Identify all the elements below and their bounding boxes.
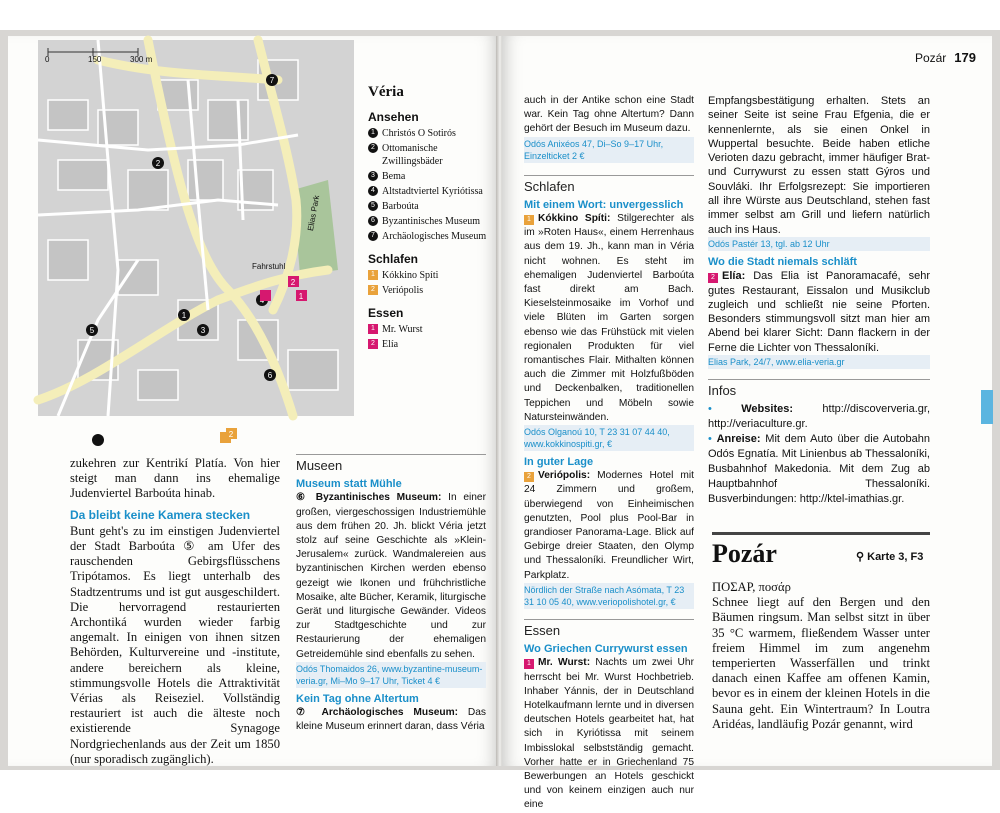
legend-item: 1 Christós O Sotirós: [368, 127, 498, 140]
address-line: Odós Thomaidos 26, www.byzantine-museum-veria.gr, Mi–Mo 9–17 Uhr, Ticket 4 €: [296, 662, 486, 688]
legend-item: 4 Altstadtviertel Kyriótissa: [368, 185, 498, 198]
paragraph: Schnee liegt auf den Bergen und den Bäumen ringsum. Man selbst sitzt in über 35 °C warmem, fließendem Wasser unter freiem Himmel im zum angenehm temperierten Wasserfällen und trinkt danach einen Kaffee am offenen Kamin, bevor es in einem der kleinen Hotels in die Sauna geht. Ein Wintertraum? In Loutra Aridéas, landläufig Pozár genannt, wird: [712, 595, 930, 731]
section-title: Museen: [296, 454, 486, 473]
svg-text:6: 6: [267, 371, 273, 380]
info-anreise: • Anreise: Mit dem Auto über die Autobahn Odós Egnatía. Mit Linienbus ab Thessaloníki, Busbahnhof Makedonia. Mit dem Zug ab Hauptbahnhof Thessaloníki. Busverbindungen: http://ktel-imathias.gr.: [708, 433, 931, 506]
section-title: Essen: [524, 619, 694, 638]
map-label-park: Elias Park: [306, 194, 322, 232]
subheading: Kein Tag ohne Altertum: [296, 692, 419, 705]
svg-text:2: 2: [290, 278, 296, 287]
right-page: [502, 36, 992, 811]
map-label-fahrstuhl: Fahrstuhl: [252, 262, 286, 271]
page-number: 179: [954, 50, 976, 65]
page-header: [915, 50, 976, 65]
left-body-text: [70, 456, 280, 767]
svg-text:3: 3: [200, 326, 206, 335]
pin-icon: ⚲: [856, 551, 868, 563]
legend-title: Véria: [368, 84, 404, 100]
entry-text: 2 Elía: Das Elia ist Panoramacafé, sehr gutes Restaurant, Eissalon und Musikclub zugleich und schließt nie seine Pforten. Besonders stimmungsvoll sitzt man hier am Abend bei klarer Sicht: Dann flackern in der Ferne die Lichter von Thessaloníki.: [708, 270, 930, 354]
info-websites: • Websites: http://discoververia.gr, http://veriaculture.gr.: [708, 403, 931, 431]
pozar-rule: [712, 532, 930, 535]
svg-text:2: 2: [228, 430, 234, 439]
address-line: Odós Anixéos 47, Di–So 9–17 Uhr, Einzelticket 2 €: [524, 137, 694, 163]
svg-text:5: 5: [89, 326, 95, 335]
header-place: Pozár: [914, 51, 947, 65]
paragraph: Bunt geht's zu im einstigen Judenviertel der Stadt Barboúta ⑤ am Ufer des rauschenden Gebirgsflüsschens Tripótamos. Es liegt unterhalb des Stadtzentrums und ist gut ausgeschildert. Die hervorragend restaurierten Archontiká wurden wieder farbig angemalt. In einigen von ihnen sitzen Behörden, Kulturvereine und -institute, andere bereichern als kleine, stimmungsvolle Hotels die Attraktivität Vérias als Reiseziel. Vollständig restauriert ist auch die älteste noch existierende Synagoge Nordgriechenlands aus der Zeit um 1850 (nur sporadisch zugänglich).: [70, 523, 280, 766]
legend-item: 1 Kókkino Spíti: [368, 269, 498, 282]
entry-text: auch in der Antike schon eine Stadt war. Kein Tag ohne Altertum? Dann gehört der Besuch im Museum dazu.: [524, 95, 694, 135]
address-line: Nördlich der Straße nach Asómata, T 23 31 10 05 40, www.veriopolishotel.gr, €: [524, 583, 694, 609]
section-title: Infos: [708, 379, 930, 398]
subheading: Mit einem Wort: unvergesslich: [524, 198, 684, 211]
svg-text:1: 1: [181, 311, 187, 320]
subheading: Wo Griechen Currywurst essen: [524, 643, 688, 656]
map-scale-end: 300 m: [130, 55, 153, 64]
entry-text: 1 Kókkino Spíti: Stilgerechter als im »Roten Haus«, einem Herrenhaus aus dem 19. Jh., kann man in Véria nicht wohnen. Es steht im ehemaligen Judenviertel Barboúta fast direkt am Bach. Kieselsteinmosaike im Vorhof und viele Blüten im Garten sorgen ebenso wie das Frühstück mit vielen regionalen Produkten für viel romantisches Flair. Mithalten können auch die Zimmer mit Holzfußböden und Deckenbalken, traditionellen Teppichen und Möbeln sowie Natursteinwänden.: [524, 213, 694, 423]
map-reference: ⚲ Karte 3, F3: [856, 551, 924, 563]
subheading: Museum statt Mühle: [296, 478, 402, 491]
address-line: Odós Pastér 13, tgl. ab 12 Uhr: [708, 237, 930, 251]
map-legend: [368, 86, 498, 353]
legend-item: 1 Mr. Wurst: [368, 323, 498, 336]
map-scale-mid: 150: [88, 55, 102, 64]
legend-item: 7 Archäologisches Museum: [368, 230, 498, 243]
right-column-1: [524, 94, 694, 813]
entry-text: Empfangsbestätigung erhalten. Stets an seiner Seite ist seine Frau Efgenia, die er kennenlernte, als sie einen Onkel in Wuppertal besuchte. Beide haben etliche Verioten dazu gebracht, immer häufiger Brat- und Currywurst zu essen statt Gýros und Souvláki. Ihr Erfolgsrezept: Sie importieren all ihre Würste aus Deutschland, stehen fast immer selbst am Grill und liefern natürlich auch ins Haus.: [708, 95, 930, 236]
left-page: [8, 36, 498, 766]
entry-text: ⑦ Archäologisches Museum: Das kleine Museum erinnert daran, dass Véria: [296, 707, 486, 733]
legend-item: 2 Veriópolis: [368, 284, 498, 297]
right-column-2: [708, 94, 930, 507]
paragraph: zukehren zur Kentrikí Platía. Von hier steigt man dann ins ehemalige Judenviertel Barboúta hinab.: [70, 456, 280, 501]
entry-text: 2 Veriópolis: Modernes Hotel mit 24 Zimmern und großem, überwiegend von Einheimischen genutzten, Pool plus Pool-Bar in grandioser Panorama-Lage. Blick auf Gebirge dreier Staaten, den Olymp und Thessaloníki. Freundlicher Wirt, Parkplatz.: [524, 470, 694, 581]
legend-item: 3 Bema: [368, 170, 498, 183]
legend-item: 6 Byzantinisches Museum: [368, 215, 498, 228]
subheading: Da bleibt keine Kamera stecken: [70, 507, 251, 522]
legend-item: 5 Barboúta: [368, 200, 498, 213]
legend-item: 2 Ottomanische Zwillingsbäder: [368, 142, 498, 168]
museen-box: [296, 454, 486, 734]
address-line: Elias Park, 24/7, www.elia-veria.gr: [708, 355, 930, 369]
greek-name: ΠΟΣΑΡ, ποσάρ: [712, 580, 791, 594]
legend-item: 2 Elía: [368, 338, 498, 351]
svg-text:7: 7: [269, 76, 275, 85]
subheading: In guter Lage: [524, 456, 594, 469]
map-scale-zero: 0: [45, 55, 50, 64]
legend-essen-heading: Essen: [368, 306, 404, 320]
section-title: Schlafen: [524, 175, 694, 194]
legend-schlafen-heading: Schlafen: [368, 252, 419, 266]
city-map[interactable]: [38, 40, 354, 439]
thumb-tab: [981, 390, 993, 424]
pozar-title: Pozár: [712, 539, 777, 568]
pozar-body-text: [712, 580, 930, 732]
svg-text:2: 2: [155, 159, 161, 168]
subheading: Wo die Stadt niemals schläft: [708, 255, 857, 268]
entry-text: 1 Mr. Wurst: Nachts um zwei Uhr herrscht bei Mr. Wurst Hochbetrieb. Inhaber Yánnis, der in Deutschland Hotelkaufmann lernte und in diversen deutschen Hotels gearbeitet hat, hat sich in Kyriótissa mit seinem Imbisslokal selbstständig gemacht. Vorher hatte er in Griechenland 75 Bewerbungen an Hotels geschickt und von keinem einzigen auch nur eine: [524, 657, 694, 811]
entry-text: ⑥ Byzantinisches Museum: In einer großen, viergeschossigen Industriemühle aus dem frühen 20. Jh. blickt Véria jetzt stolz auf seine Geschichte als »Klein-Jerusalem« zurück. Wandmalereien aus byzantinischen Kirchen werden ebenso gezeigt wie Ikonen und frühchristliche Mosaike, alte Bücher, Keramik, liturgische Gerät und liturgische Gewänder. Videos zur Stadtgeschichte und zur Restaurierung der ehemaligen Getreidemühle sind ebenfalls zu sehen.: [296, 492, 486, 660]
legend-ansehen-heading: Ansehen: [368, 110, 419, 124]
address-line: Odós Olganoú 10, T 23 31 07 44 40, www.kokkinospiti.gr, €: [524, 425, 694, 451]
svg-text:1: 1: [298, 292, 304, 301]
